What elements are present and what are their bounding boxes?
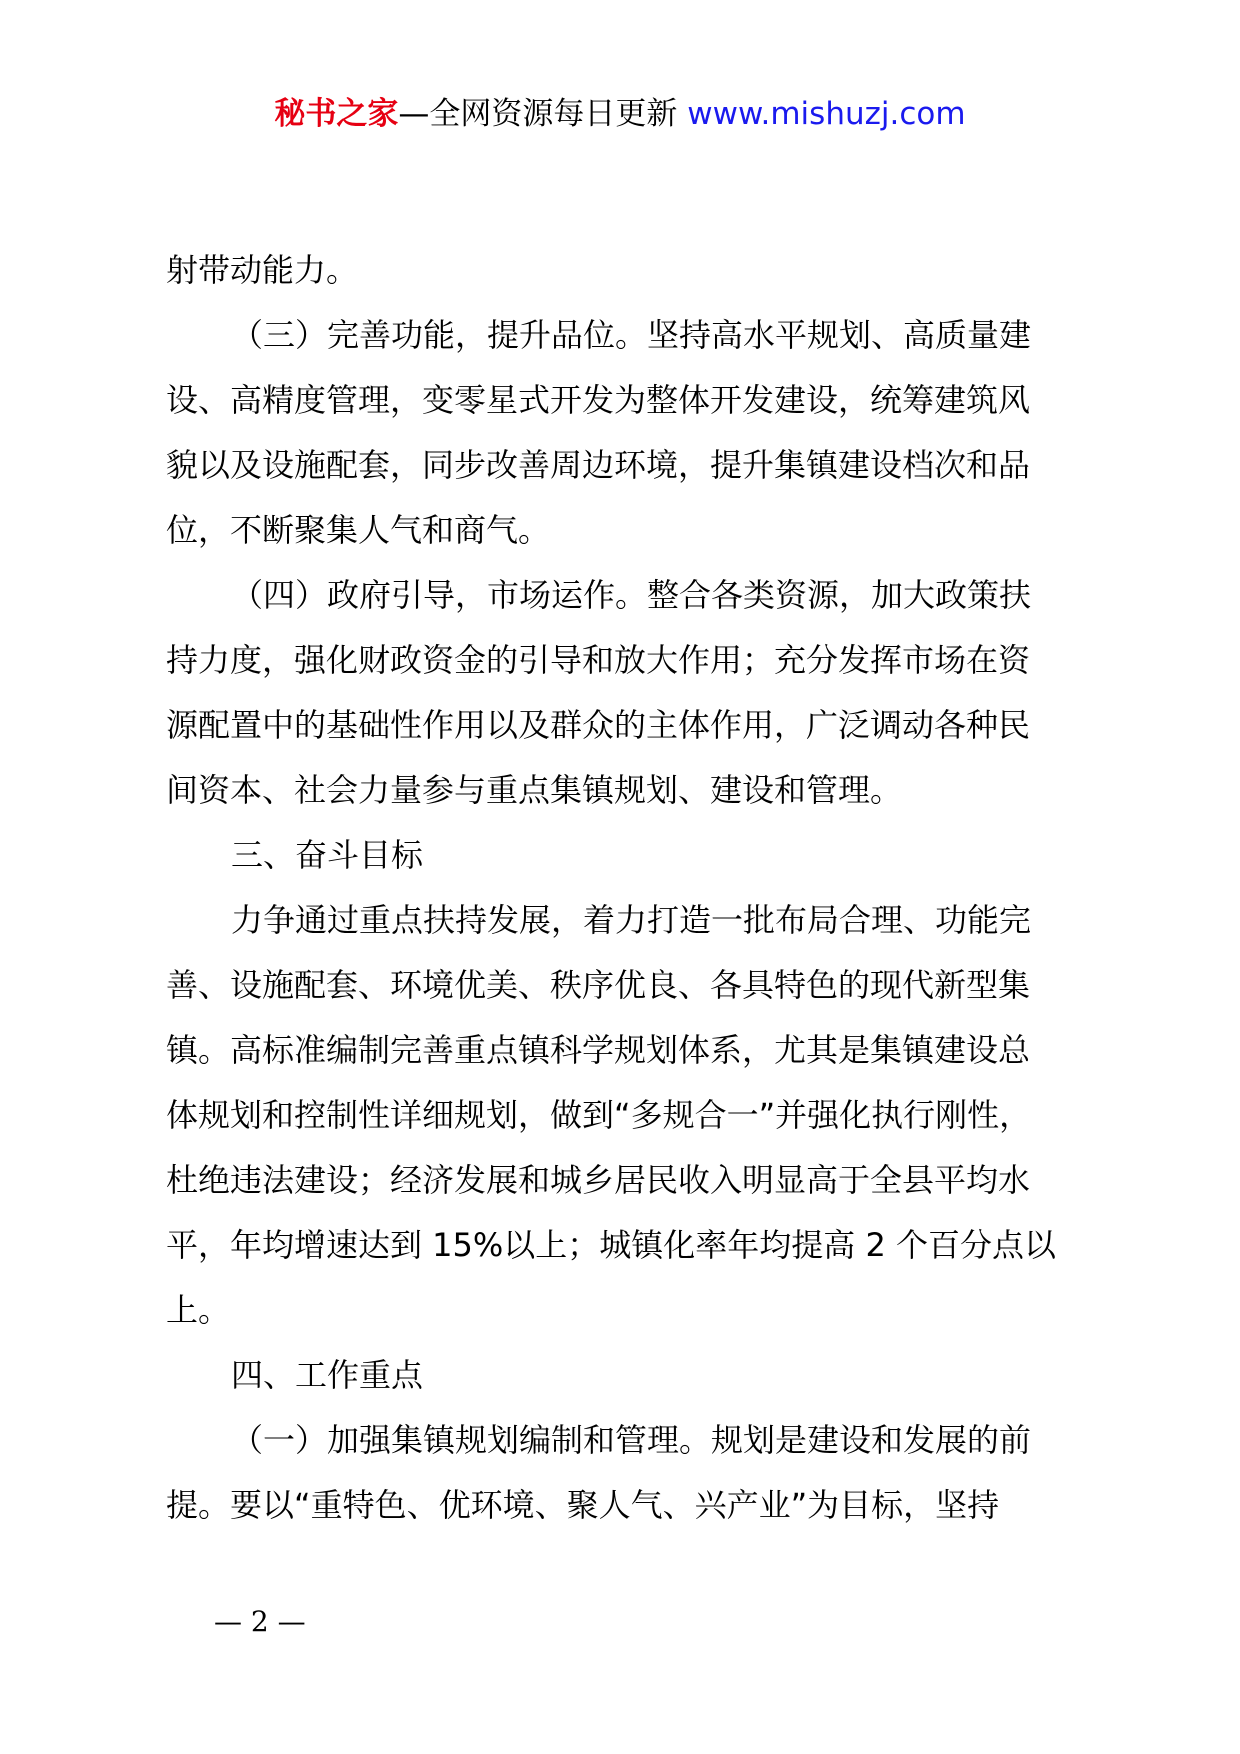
body-line: 镇。高标准编制完善重点镇科学规划体系，尤其是集镇建设总	[166, 1031, 1031, 1069]
body-line: （四）政府引导，市场运作。整合各类资源，加大政策扶	[231, 576, 1032, 614]
document-body	[166, 238, 1126, 1538]
site-header	[0, 94, 1240, 134]
site-url-link[interactable]: www.mishuzj.com	[687, 96, 966, 132]
body-line: 间资本、社会力量参与重点集镇规划、建设和管理。	[166, 771, 903, 809]
body-line: 射带动能力。	[166, 251, 359, 289]
body-line: 位，不断聚集人气和商气。	[166, 511, 551, 549]
body-line: 设、高精度管理，变零星式开发为整体开发建设，统筹建筑风	[166, 381, 1031, 419]
site-brand: 秘书之家	[274, 96, 399, 132]
section-heading: 三、奋斗目标	[231, 836, 424, 874]
body-line: 源配置中的基础性作用以及群众的主体作用，广泛调动各种民	[166, 706, 1031, 744]
body-line: （三）完善功能，提升品位。坚持高水平规划、高质量建	[231, 316, 1032, 354]
body-line: 上。	[166, 1291, 231, 1329]
body-line: （一）加强集镇规划编制和管理。规划是建设和发展的前	[231, 1421, 1032, 1459]
body-line: 貌以及设施配套，同步改善周边环境，提升集镇建设档次和品	[166, 446, 1031, 484]
section-heading: 四、工作重点	[231, 1356, 424, 1394]
page-number: — 2 —	[214, 1605, 306, 1638]
body-line: 提。要以“重特色、优环境、聚人气、兴产业”为目标，坚持	[166, 1486, 1000, 1524]
body-line: 杜绝违法建设；经济发展和城乡居民收入明显高于全县平均水	[166, 1161, 1031, 1199]
body-line: 持力度，强化财政资金的引导和放大作用；充分发挥市场在资	[166, 641, 1031, 679]
body-line: 平，年均增速达到 15%以上；城镇化率年均提高 2 个百分点以	[166, 1226, 1057, 1264]
body-line: 体规划和控制性详细规划，做到“多规合一”并强化执行刚性，	[166, 1096, 1032, 1134]
body-line: 力争通过重点扶持发展，着力打造一批布局合理、功能完	[231, 901, 1032, 939]
site-slogan: —全网资源每日更新	[398, 96, 688, 132]
body-line: 善、设施配套、环境优美、秩序优良、各具特色的现代新型集	[166, 966, 1031, 1004]
